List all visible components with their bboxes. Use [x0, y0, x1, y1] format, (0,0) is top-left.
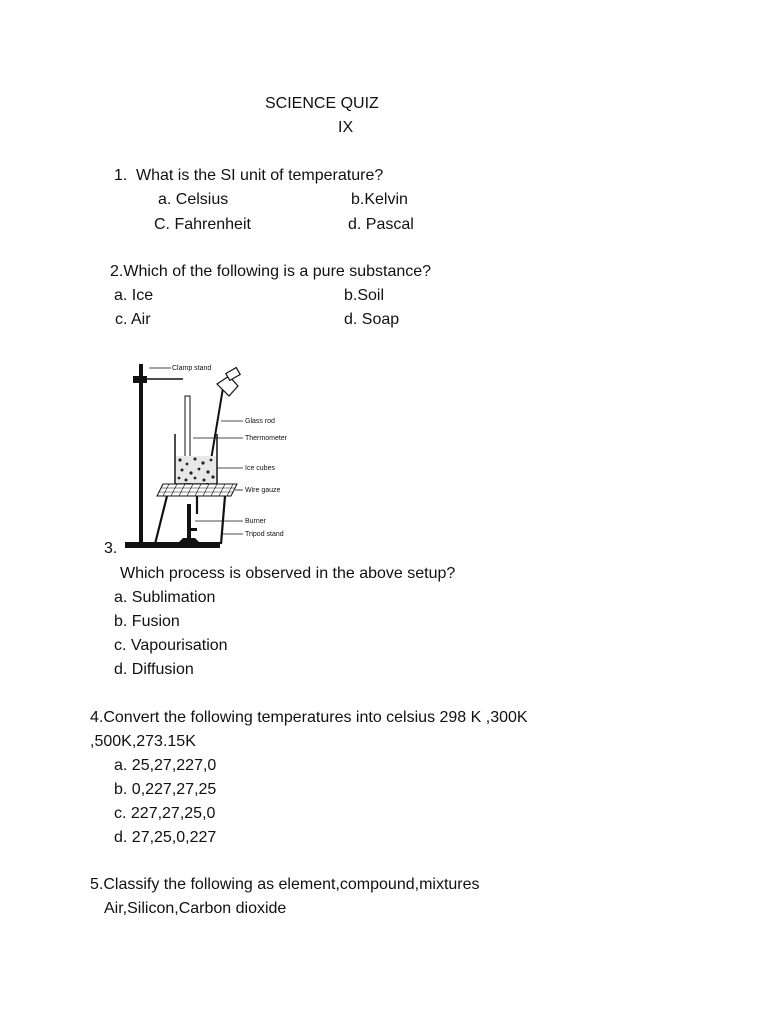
q5-text-line1: 5.Classify the following as element,compound,mixtures: [90, 876, 480, 893]
q1-option-c: C. Fahrenheit: [154, 216, 251, 233]
q3-text: Which process is observed in the above setup?: [120, 565, 456, 582]
wire-gauze: [157, 484, 237, 496]
hand-icon: [217, 376, 238, 396]
q3-number: 3.: [104, 540, 118, 557]
q2-option-b: b.Soil: [344, 287, 385, 304]
q2-option-a: a. Ice: [114, 287, 154, 304]
label-glass-rod: Glass rod: [245, 418, 275, 425]
q3-option-d: d. Diffusion: [114, 661, 194, 678]
clamp-boss: [133, 376, 147, 383]
q4-text-line1: 4.Convert the following temperatures into celsius 298 K ,300K: [90, 709, 528, 726]
q2-option-d: d. Soap: [344, 311, 400, 328]
label-clamp-stand: Clamp stand: [172, 365, 212, 372]
q1-option-b: b.Kelvin: [351, 191, 408, 208]
q4-option-a: a. 25,27,227,0: [114, 757, 217, 774]
q1-number: 1.: [114, 167, 128, 184]
q5-text-line2: Air,Silicon,Carbon dioxide: [104, 900, 287, 917]
q4-option-b: b. 0,227,27,25: [114, 781, 217, 798]
label-thermometer: Thermometer: [245, 435, 288, 442]
q2-text: 2.Which of the following is a pure substance?: [110, 263, 432, 280]
q3-option-b: b. Fusion: [114, 613, 180, 630]
q1-text: What is the SI unit of temperature?: [136, 167, 384, 184]
quiz-title: SCIENCE QUIZ: [265, 95, 379, 112]
q4-option-d: d. 27,25,0,227: [114, 829, 217, 846]
label-tripod-stand: Tripod stand: [245, 531, 284, 538]
ice-melting-setup-diagram: [125, 356, 300, 551]
q3-option-c: c. Vapourisation: [114, 637, 228, 654]
label-burner: Burner: [245, 518, 267, 525]
label-ice-cubes: Ice cubes: [245, 465, 275, 472]
q3-option-a: a. Sublimation: [114, 589, 216, 606]
q4-text-line2: ,500K,273.15K: [90, 733, 196, 750]
q2-option-c: c. Air: [115, 311, 151, 328]
stand-rod: [139, 364, 143, 544]
q1-option-d: d. Pascal: [348, 216, 414, 233]
grade-label: IX: [338, 119, 354, 136]
q4-option-c: c. 227,27,25,0: [114, 805, 216, 822]
label-wire-gauze: Wire gauze: [245, 487, 281, 494]
q1-option-a: a. Celsius: [158, 191, 229, 208]
